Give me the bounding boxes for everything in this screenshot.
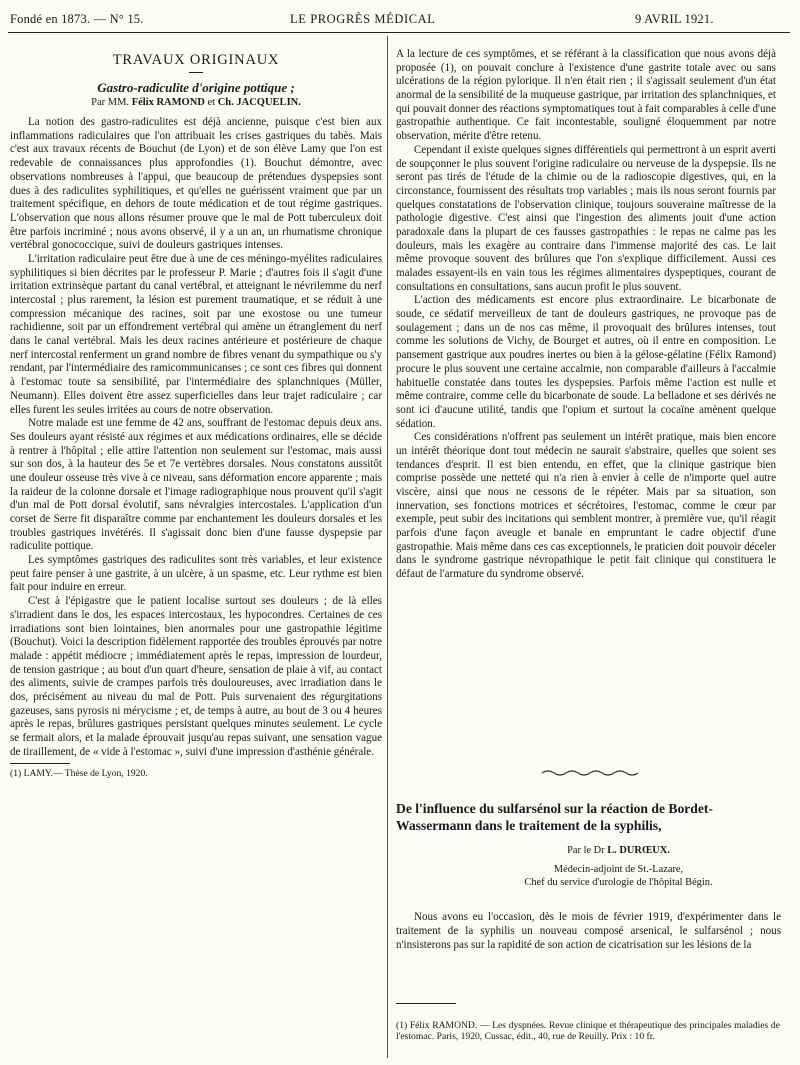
header-rule (8, 32, 790, 33)
article-sulfarsenol (396, 800, 781, 952)
paragraph: Les symptômes gastriques des radiculites sont très variables, et leur existence peut faire penser à une gastrite, à un ulcère, à un spasme, etc. Leur rythme est bien fait pour induire en erreur. (10, 554, 382, 594)
byline-prefix: Par MM. (91, 97, 132, 109)
issue-date: 9 AVRIL 1921. (635, 12, 714, 26)
paragraph: La notion des gastro-radiculites est déjà ancienne, puisque c'est bien aux inflammations radiculaires que l'on attribuait les crises gastriques du tabès. Mais c'est aux travaux récents de Bouchut (de Lyon) et de son élève Lamy que l'on est redevable de connaissances plus approfondies (1). Bouchut démontre, avec observations nombreuses à l'appui, que beaucoup de prétendues dyspepsies sont dues à des radiculites syphilitiques, et qu'elles ne guérissent vraiment que par un traitement spécifique, en dehors de toute médication et de tout régime gastriques. L'observation que nous allons résumer prouve que le mal de Pott tuberculeux doit être parfois incriminé ; nous avons observé, il y a un an, un rhumatisme chronique vertébral gonococcique, suivi de douleurs gastriques intenses. (10, 116, 382, 252)
author-role-2: Chef du service d'urologie de l'hôpital Bégin. (524, 877, 713, 888)
footnote-ramond: (1) Félix RAMOND. — Les dyspnées. Revue clinique et thérapeutique des principales maladies de l'estomac. Paris, 1920, Cussac, édit., 40, rue de Reuilly. Prix : 10 fr. (396, 1019, 780, 1043)
paragraph: Ces considérations n'offrent pas seulement un intérêt pratique, mais bien encore un intérêt théorique dont tout médecin ne saurait s'abstraire, quelles que soient ses tendances d'esprit. Il est bien entendu, en effet, que la clinique gastrique bien comprise possède une netteté qui n'a rien à envier à celle de n'importe quel autre viscère, ainsi que nous ne cessons de le répéter. Mais par sa situation, son innervation, ses fonctions motrices et sécrétoires, l'estomac, comme le cœur par exemple, peut subir des incitations qui semblent montrer, à première vue, qu'il réagit parfois d'une façon aveugle et banale en empruntant le cadre objectif d'une gastropathie. Mais même dans ces cas exceptionnels, le praticien doit pouvoir déceler dans le syndrome gastrique névropathique le petit fait clinique qui constituera le défaut de l'armature du syndrome observé. (396, 431, 776, 581)
article-byline (10, 96, 382, 110)
left-column (10, 48, 382, 1048)
section-ornament (540, 768, 640, 778)
byline-conjunction: et (204, 97, 218, 109)
author-ramond: Félix RAMOND (131, 97, 205, 109)
author-jacquelin: Ch. JACQUELIN. (217, 97, 301, 109)
paragraph: L'irritation radiculaire peut être due à une de ces méningo-myélites radiculaires syphilitiques si bien décrites par le professeur P. Marie ; d'autres fois il s'agit d'une irritation extrinsèque partant du canal vertébral, et atteignant le névrilemme du nerf intercostal ; plus rarement, la lésion est purement traumatique, et se réduit à une compression mécanique des racines, soit par une exostose ou une tumeur rachidienne, soit par un effondrement vertébral qui amène un étranglement du nerf dans le canal vertébral. Mais les deux racines antérieure et postérieure de chaque nerf intercostal renferment un grand nombre de fibres venant du sympathique ou s'y rendant, par l'intermédiaire des ramicommunicanses ; ce sont ces fibres qui donnent à l'estomac toute sa sensibilité, par l'intermédiaire des splanchniques (Müller, Neumann). Elles doivent être assez superficielles dans leur trajet radiculaire ; car elles furent les seules irritées au cours de notre observation. (10, 252, 382, 416)
article2-body: Nous avons eu l'occasion, dès le mois de février 1919, d'expérimenter dans le traitement de la syphilis un nouveau composé arsenical, le sulfarsénol ; nous n'insisterons pas sur la rapidité de son action de cicatrisation sur les lésions de la (396, 911, 781, 951)
column-divider (387, 36, 388, 1058)
title-rule (189, 72, 203, 73)
footnote-lamy: (1) LAMY.— Thèse de Lyon, 1920. (10, 768, 148, 780)
paragraph: L'action des médicaments est encore plus extraordinaire. Le bicarbonate de soude, ce sédatif merveilleux de tant de douleurs gastriques, ne provoque pas de soulagement ; dans un de nos cas même, il provoquait des brûlures intenses, tout comme les solutions de Vichy, de Bourget et autres, où il entre en composition. Le pansement gastrique aux poudres inertes ou bien à la gélose-gélatine (Félix Ramond) procure le plus souvent une certaine accalmie, non comparable d'ailleurs à l'accalmie habituelle constatée dans toutes les dyspepsies. Parfois même l'action est nulle et même contraire, comme celle du bicarbonate de soude. La belladone et ses dérivés ne sont ici d'aucune utilité, tandis que l'opium et surtout la cocaïne amènent quelque sédation. (396, 294, 776, 430)
right-column (396, 48, 776, 768)
journal-title: LE PROGRÈS MÉDICAL (290, 12, 436, 26)
section-title: TRAVAUX ORIGINAUX (112, 52, 280, 68)
page-header (0, 0, 800, 34)
byline-prefix: Par le Dr (567, 845, 608, 856)
paragraph: Notre malade est une femme de 42 ans, souffrant de l'estomac depuis deux ans. Ses douleurs ayant résisté aux régimes et aux médications ordinaires, elle se décide à rentrer à l'hôpital ; elle attire l'attention non seulement sur l'estomac, mais aussi sur son dos, à la hauteur des 5e et 7e vertèbres dorsales. Nous constatons aussitôt une douleur osseuse très vive à ce niveau, sans déformation encore apparente ; mais la raideur de la colonne dorsale et l'image radiographique nous prouvent qu'il s'agit d'un mal de Pott dorsal évolutif, sans névralgies intercostales. L'application d'un corset de Serre fit disparaître comme par enchantement les douleurs dorsales et les troubles gastriques invétérés. Il s'agissait donc bien d'une fausse dyspepsie par radiculite pottique. (10, 417, 382, 553)
article2-byline (456, 844, 781, 857)
footnote-rule (10, 763, 70, 764)
founding-issue-line: Fondé en 1873. — N° 15. (10, 12, 144, 26)
paragraph: A la lecture de ces symptômes, et se référant à la classification que nous avons déjà proposée (1), on pouvait conclure à l'existence d'une gastrite totale avec ou sans ulcérations de la région pylorique. Il n'en était rien ; il s'agissait seulement d'un état anormal de la sensibilité de la muqueuse gastrique, par irritation des splanchniques, et qui pouvait donner des réactions symptomatiques tout à fait comparables à celle d'une gastropathie authentique. Ce fait incontestable, souligné éloquemment par notre observation, mérite d'être retenu. (396, 48, 776, 143)
paragraph: C'est à l'épigastre que le patient localise surtout ses douleurs ; de là elles s'irradient dans le dos, les espaces intercostaux, les hypocondres. Certaines de ces irradiations sont bien lointaines, bien anormales pour une gastropathie légitime (Bouchut). Voici la description fidèlement rapportée des troubles éprouvés par notre malade : appétit médiocre ; immédiatement après le repas, impression de lourdeur, de tension gastrique ; au bout d'un quart d'heure, sensation de plaie à vif, au contact des aliments, suivie de crampes parfois très douloureuses, avec irradiation dans le dos, précisément au niveau du mal de Pott. Puis survenaient des régurgitations gazeuses, sans pyrosis ni mérycisme ; et, de temps à autre, au bout de 3 ou 4 heures après le repas, brûlures gastriques persistant quelques minutes seulement. Le cycle se fermait alors, et la malade éprouvait jusqu'au repas suivant, une sensation vague de tiraillement, de « vide à l'estomac », suivi d'une impression d'asthénie générale. (10, 595, 382, 758)
author-role-1: Médecin-adjoint de St.-Lazare, (553, 864, 684, 875)
paragraph: Cependant il existe quelques signes différentiels qui permettront à un esprit averti de soupçonner le plus souvent l'origine radiculaire ou nerveuse de la dyspepsie. Ils ne seront pas tirés de l'étude de la chimie ou de la radioscopie digestives, qui, en la circonstance, fournissent des résultats trop variables ; mais ils nous seront fournis par quelques constatations de l'observation clinique, toujours souveraine maîtresse de la pathologie digestive. C'est ainsi que l'ingestion des aliments jouit d'une action paradoxale dans la plupart de ces fausses gastropathies : le repas ne calme pas les douleurs, mais les exagère au contraire dans l'immense majorité des cas. Le lait même provoque souvent des brûlures que l'on s'explique difficilement. Aussi ces malades essayent-ils en vain tous les régimes alimentaires dyspeptiques, courant de consultations en consultations, sans aucun profit le plus souvent. (396, 143, 776, 293)
author-duroeux: L. DURŒUX. (607, 845, 670, 856)
footnote-rule (396, 1003, 456, 1004)
article2-title: De l'influence du sulfarsénol sur la réaction de Bordet-Wassermann dans le traitement de la syphilis, (396, 801, 713, 833)
article-title: Gastro-radiculite d'origine pottique ; (97, 79, 295, 95)
